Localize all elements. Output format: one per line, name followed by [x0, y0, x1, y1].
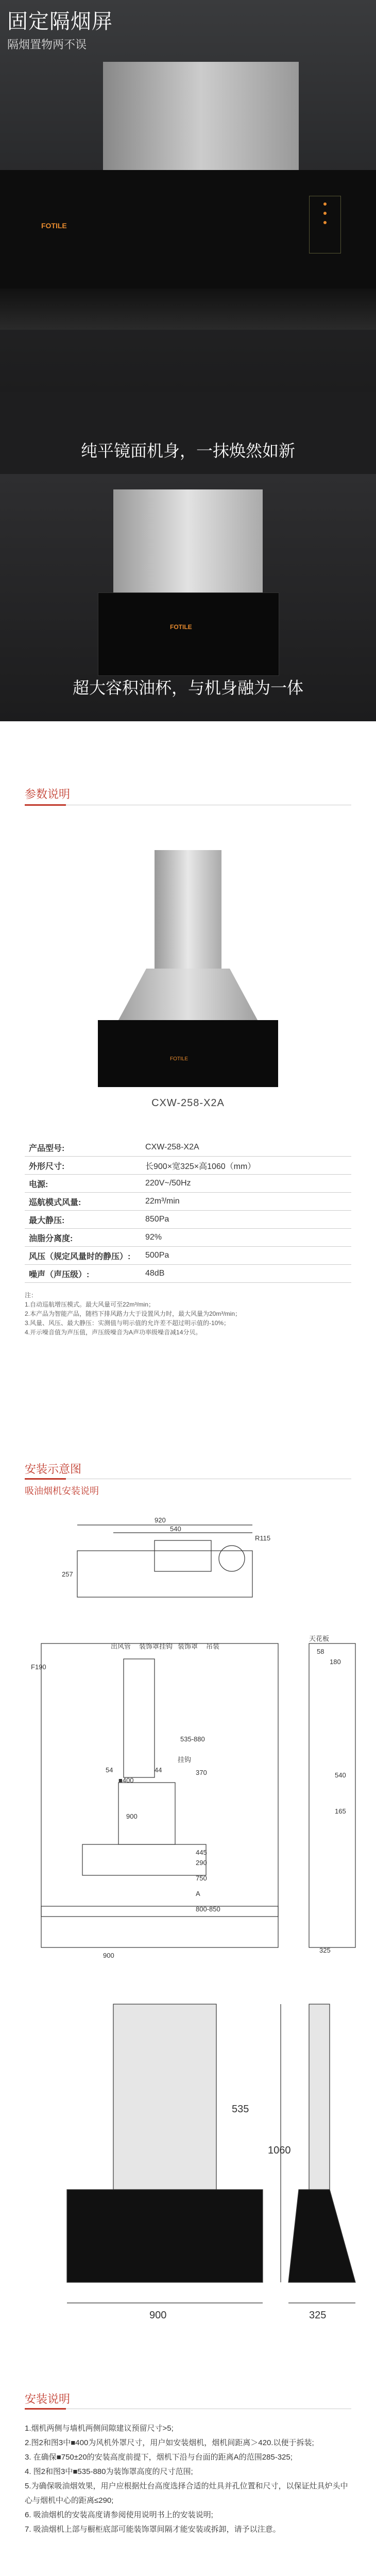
table-row	[25, 1265, 351, 1283]
table-row	[25, 1193, 351, 1211]
product-brand: FOTILE	[170, 1056, 189, 1062]
install-note: 6. 吸油烟机的安装高度请参阅使用说明书上的安装说明;	[25, 2511, 213, 2519]
table-row	[25, 1229, 351, 1247]
spec-notes	[25, 1291, 351, 1337]
install-subtitle: 吸油烟机安装说明	[25, 1486, 99, 1496]
label-exhaust: 出风管	[111, 1642, 131, 1650]
note-line: 1.自动巡航增压模式。最大风量可至22m³/min；	[25, 1301, 155, 1308]
spec-value: 22m³/min	[141, 1193, 351, 1211]
dim-165: 165	[335, 1807, 346, 1815]
note-line: 3.风量、风压、最大静压：实测值与明示值的允许差不超过明示值的-10%；	[25, 1319, 230, 1327]
hood	[82, 1844, 206, 1875]
note-line: 4.开示噪音值为声压值，声压级噪音为A声功率级噪音减14分贝。	[25, 1329, 202, 1336]
model-caption: CXW-258-X2A	[151, 1097, 225, 1109]
wall-outline	[77, 1551, 252, 1597]
install-note: 1.烟机两侧与墙机两侧间隙建议预留尺寸>5;	[25, 2424, 174, 2433]
table-row	[25, 1157, 351, 1175]
hero-title: 固定隔烟屏	[7, 10, 113, 33]
table-row	[25, 1175, 351, 1193]
hood-outline	[155, 1540, 211, 1571]
spec-key: 电源:	[25, 1175, 141, 1193]
dim-1060: 1060	[268, 2145, 291, 2156]
hood-shape	[67, 2190, 263, 2282]
hood2-chimney	[113, 489, 263, 592]
divider-accent	[25, 804, 66, 806]
dim-900c: 900	[149, 2310, 167, 2321]
install-section-title: 安装示意图	[25, 1463, 82, 1476]
brand-logo-2: FOTILE	[170, 623, 192, 631]
dim-A: A	[196, 1890, 200, 1897]
dim-400: ■400	[118, 1776, 134, 1784]
front-view-box	[41, 1643, 278, 1947]
dim-750: 750	[196, 1874, 207, 1882]
spec-value: 220V~/50Hz	[141, 1175, 351, 1193]
table-row	[25, 1211, 351, 1229]
dim-800-850: 800-850	[196, 1905, 220, 1913]
dim-445: 445	[196, 1849, 207, 1856]
diagram-product-dims	[67, 2004, 355, 2303]
install-note: 3. 在确保■750±20的安装高度前提下，烟机下沿与台面的距离A的范围285-325;	[25, 2453, 293, 2462]
dim-900b: 900	[103, 1952, 114, 1959]
spec-value: 长900×宽325×高1060（mm）	[141, 1157, 351, 1175]
duct-circle	[219, 1546, 245, 1571]
spec-key: 产品型号:	[25, 1139, 141, 1157]
label-hanging: 吊装	[206, 1642, 220, 1650]
dim-900a: 900	[126, 1812, 138, 1820]
dim-540: 540	[170, 1525, 181, 1533]
spec-key: 最大静压:	[25, 1211, 141, 1229]
dim-535-880: 535-880	[180, 1735, 205, 1743]
install-notes	[25, 2421, 354, 2537]
spec-value: 850Pa	[141, 1211, 351, 1229]
product-body	[98, 1020, 278, 1087]
dim-540b: 540	[335, 1771, 346, 1779]
spec-key: 巡航模式风量:	[25, 1193, 141, 1211]
spec-value: CXW-258-X2A	[141, 1139, 351, 1157]
table-row	[25, 1247, 351, 1265]
hero-subtitle: 隔烟置物两不误	[7, 38, 87, 51]
dim-290: 290	[196, 1859, 207, 1867]
dim-920: 920	[155, 1516, 166, 1524]
product-hood	[118, 969, 258, 1020]
spec-key: 外形尺寸:	[25, 1157, 141, 1175]
dim-535: 535	[232, 2104, 249, 2115]
spec-table	[25, 1139, 351, 1283]
dim-325b: 325	[309, 2310, 327, 2321]
side-view-box	[309, 1643, 355, 1947]
install-note: 7. 吸油烟机上部与橱柜底部可能装饰罩间隔才能安装或拆卸，请予以注意。	[25, 2525, 281, 2534]
dim-180: 180	[330, 1658, 341, 1666]
dim-370: 370	[196, 1769, 207, 1776]
label-hook: 挂钩	[178, 1756, 192, 1764]
notes-title: 注：	[25, 1292, 38, 1299]
spec-value: 92%	[141, 1229, 351, 1247]
spec-value: 500Pa	[141, 1247, 351, 1265]
counter	[41, 1906, 278, 1917]
diagram-side-views	[41, 1643, 355, 1947]
dim-257: 257	[62, 1570, 73, 1578]
caption-oil-cup: 超大容积油杯，与机身融为一体	[72, 679, 303, 697]
note-line: 2.本产品为智能产品，随档下排风路力大于设置风力时，最大风量为20m³/min；	[25, 1310, 242, 1317]
control-panel	[309, 196, 341, 253]
spec-key: 风压（规定风量时的静压）:	[25, 1247, 141, 1265]
dim-325a: 325	[319, 1946, 331, 1954]
duct	[124, 1659, 155, 1777]
table-row	[25, 1139, 351, 1157]
hood2-body	[98, 592, 279, 676]
dim-44: 44	[155, 1766, 162, 1774]
product-chimney	[155, 850, 221, 969]
side-hood	[288, 2190, 355, 2282]
hood-lip	[0, 289, 376, 330]
spec-value: 48dB	[141, 1265, 351, 1283]
divider-accent	[25, 1478, 66, 1480]
dim-58: 58	[317, 1648, 324, 1655]
dim-54: 54	[106, 1766, 113, 1774]
chimney	[118, 1783, 175, 1844]
label-ceiling: 天花板	[309, 1635, 330, 1642]
dim-F190: F190	[31, 1663, 46, 1671]
spec-key: 噪声（声压级）:	[25, 1265, 141, 1283]
side-chimney	[309, 2004, 330, 2190]
caption-mirror-body: 纯平镜面机身，一抹焕然如新	[80, 442, 295, 460]
hero-section	[0, 0, 376, 721]
install-notes-title: 安装说明	[25, 2393, 71, 2405]
label-deco-hook: 装饰罩挂钩	[139, 1642, 173, 1650]
params-section-title: 参数说明	[25, 788, 71, 801]
install-note: 4. 图2和图3中■535-880为装饰罩高度的尺寸范围;	[25, 2467, 193, 2476]
install-note: 2.图2和图3中■400为风机外罩尺寸，用户如安装烟机，烟机间距离＞420.以便于拆装;	[25, 2438, 314, 2447]
chimney-shape	[113, 2004, 216, 2190]
divider-accent	[25, 2408, 66, 2410]
label-deco-cover: 装饰罩	[178, 1642, 198, 1650]
install-note: 5.为确保吸油烟效果，用户应根据灶台高度选择合适的灶具并孔位置和尺寸，以保证灶具炉头中心与烟机中心的距离≤290;	[25, 2482, 348, 2505]
dim-R115: R115	[255, 1534, 271, 1542]
brand-logo: FOTILE	[41, 222, 67, 230]
hood-glass-panel	[103, 62, 299, 175]
diagram-top-view	[77, 1525, 252, 1597]
spec-key: 油脂分离度:	[25, 1229, 141, 1247]
